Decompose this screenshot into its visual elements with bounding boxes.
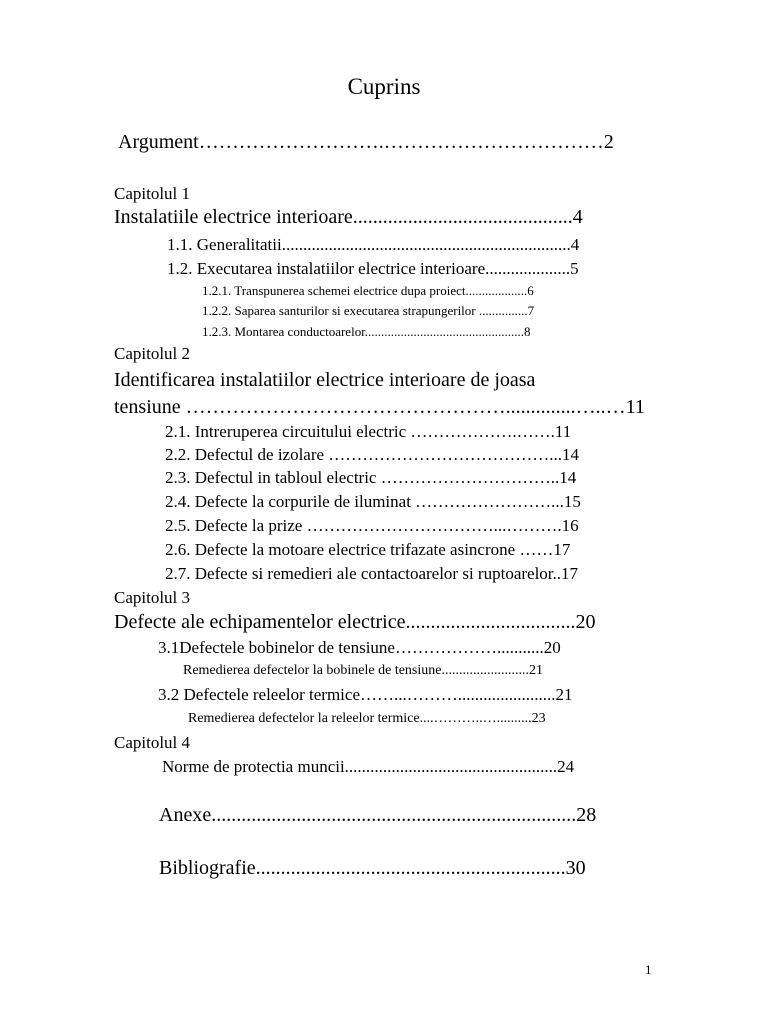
toc-section-3-1: 3.1Defectele bobinelor de tensiune………………...........20 (158, 638, 561, 657)
toc-section-2-7: 2.7. Defecte si remedieri ale contactoarelor si ruptoarelor..17 (165, 564, 579, 583)
toc-subsection-1-2-1: 1.2.1. Transpunerea schemei electrice dupa proiect...................6 (202, 283, 534, 298)
toc-chapter-heading-1: Capitolul 1 (114, 184, 191, 203)
toc-subsection-1-2-2: 1.2.2. Saparea santurilor si executarea strapungerilor ...............7 (202, 303, 535, 318)
toc-section-2-3: 2.3. Defectul in tabloul electric …………………………..14 (165, 468, 577, 487)
toc-chapter-heading-4: Capitolul 4 (114, 733, 191, 752)
toc-section-2-5: 2.5. Defecte la prize ……………………………...……….16 (165, 516, 579, 535)
toc-remedy-3-2: Remedierea defectelor la releelor termice....………..…..........23 (188, 711, 546, 726)
page-number: 1 (645, 962, 652, 977)
toc-section-2-2: 2.2. Defectul de izolare …………………………………...14 (165, 445, 580, 464)
toc-norme-protectia: Norme de protectia muncii..................................................24 (162, 757, 575, 776)
page-title: Cuprins (347, 74, 421, 99)
toc-section-2-1: 2.1. Intreruperea circuitului electric ……………….…….11 (165, 422, 572, 441)
toc-section-3-2: 3.2 Defectele releelor termice……...……….......................21 (158, 685, 573, 704)
toc-section-1-1: 1.1. Generalitatii....................................................................4 (167, 235, 580, 254)
toc-remedy-3-1: Remedierea defectelor la bobinele de tensiune.........................21 (183, 663, 543, 678)
toc-chapter-title-2-line2: tensiune …………………………………………..............…..…11 (114, 396, 645, 418)
toc-section-2-4: 2.4. Defecte la corpurile de iluminat ……………………...15 (165, 492, 581, 511)
toc-anexe: Anexe.........................................................................28 (159, 804, 597, 826)
toc-section-1-2: 1.2. Executarea instalatiilor electrice interioare....................5 (167, 259, 579, 278)
toc-chapter-title-3: Defecte ale echipamentelor electrice..................................20 (114, 611, 596, 633)
toc-bibliografie: Bibliografie..............................................................30 (159, 857, 586, 879)
toc-entry-argument: Argument……………………….……………………………2 (118, 131, 614, 153)
toc-chapter-heading-2: Capitolul 2 (114, 344, 191, 363)
toc-subsection-1-2-3: 1.2.3. Montarea conductoarelor.................................................8 (202, 324, 531, 339)
toc-chapter-heading-3: Capitolul 3 (114, 588, 191, 607)
toc-chapter-title-2-line1: Identificarea instalatiilor electrice interioare de joasa (114, 369, 536, 391)
toc-chapter-title-1: Instalatiile electrice interioare............................................4 (114, 206, 583, 228)
toc-section-2-6: 2.6. Defecte la motoare electrice trifazate asincrone ……17 (165, 540, 571, 559)
